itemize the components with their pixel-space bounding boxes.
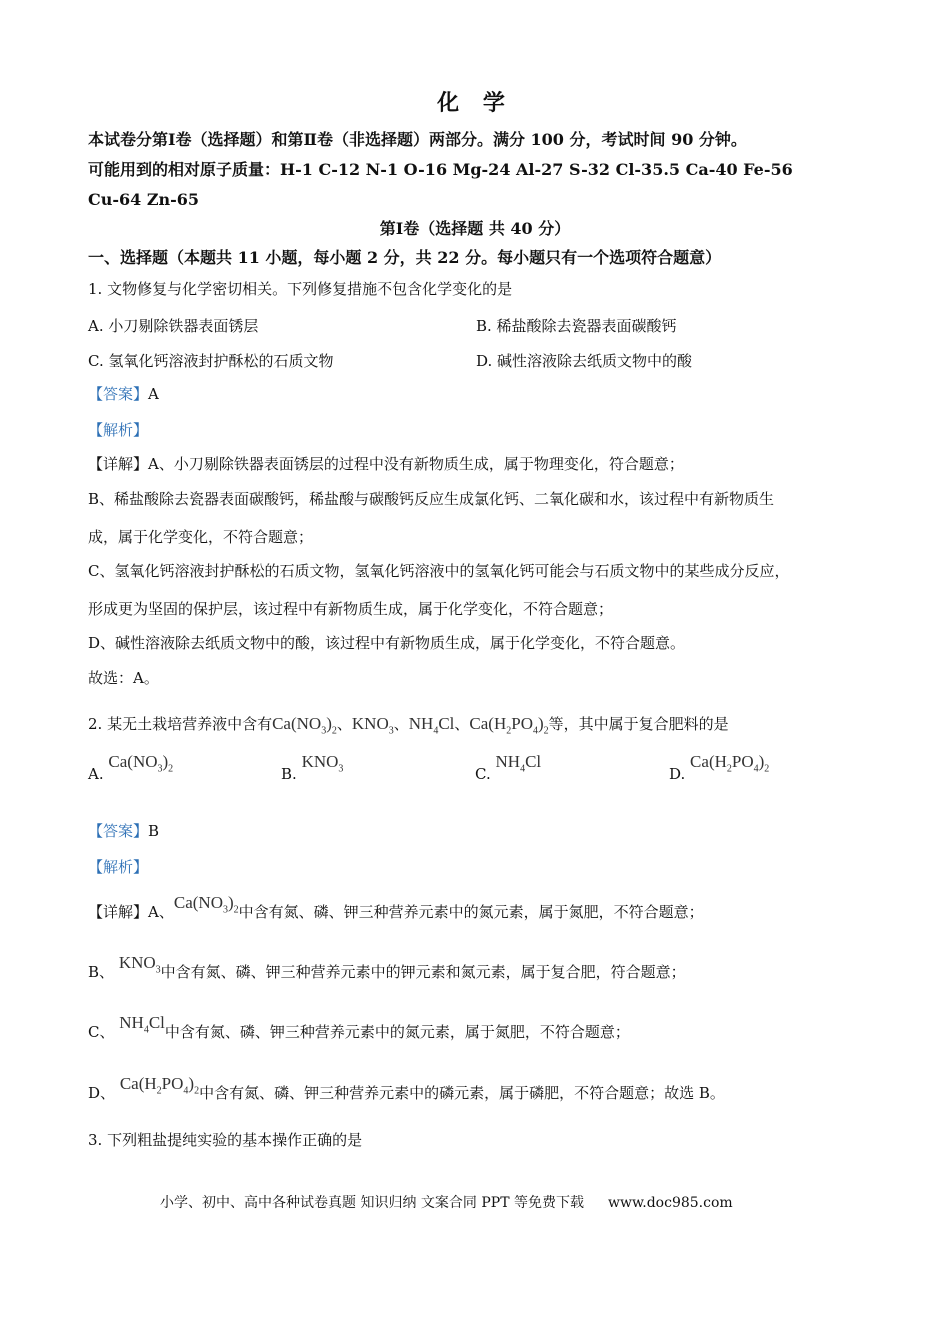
footer-text: 小学、初中、高中各种试卷真题 知识归纳 文案合同 PPT 等免费下载	[160, 1195, 584, 1211]
detail-tag: 【详解】	[88, 455, 149, 473]
detail-text: A、小刀剔除铁器表面锈层的过程中没有新物质生成，属于物理变化，符合题意；	[148, 455, 684, 473]
exam-intro-line: 本试卷分第Ⅰ卷（选择题）和第Ⅱ卷（非选择题）两部分。满分 100 分，考试时间 90 分钟。	[88, 130, 747, 149]
question-2-option-c: C. $NH_4Cl$	[475, 752, 542, 783]
analysis-tag: 【解析】	[88, 858, 149, 876]
question-1-stem: 1. 文物修复与化学密切相关。下列修复措施不包含化学变化的是	[88, 280, 513, 298]
answer-tag: 【答案】	[88, 822, 149, 840]
stem-text: 2. 某无土栽培营养液中含有	[88, 715, 273, 733]
question-1-option-d: D. 碱性溶液除去纸质文物中的酸	[476, 352, 693, 370]
formula-ca-h2po4-2: $Ca(H_2PO_4)_2$	[469, 714, 549, 737]
page-footer	[160, 1192, 733, 1212]
question-1-option-a: A. 小刀剔除铁器表面锈层	[88, 317, 259, 335]
question-1-detail-c-cont: 形成更为坚固的保护层，该过程中有新物质生成，属于化学变化，不符合题意；	[88, 600, 614, 618]
answer-value: B	[148, 822, 160, 840]
formula-kno3: $KNO_3$	[351, 714, 394, 737]
answer-tag: 【答案】	[88, 385, 149, 403]
footer-link[interactable]: www.doc985.com	[607, 1195, 733, 1211]
question-1-detail-b-cont: 成，属于化学变化，不符合题意；	[88, 528, 314, 546]
part-heading: 一、选择题（本题共 11 小题，每小题 2 分，共 22 分。每小题只有一个选项符合题意）	[88, 248, 722, 267]
question-2-answer	[88, 821, 159, 841]
question-1-option-b: B. 稀盐酸除去瓷器表面碳酸钙	[476, 317, 677, 335]
question-1-answer	[88, 384, 159, 404]
question-2-detail-a: 【详解】A、$Ca(NO_3)_2$中含有氮、磷、钾三种营养元素中的氮元素，属于氮肥，不符合题意；	[88, 893, 704, 921]
question-1-detail-b: B、稀盐酸除去瓷器表面碳酸钙，稀盐酸与碳酸钙反应生成氯化钙、二氧化碳和水，该过程中有新物质生	[88, 490, 775, 508]
formula-nh4cl: $NH_4Cl$	[408, 714, 455, 737]
question-2-detail-d: D、 $Ca(H_2PO_4)_2$中含有氮、磷、钾三种营养元素中的磷元素，属于磷肥，不符合题意；故选 B。	[88, 1074, 725, 1102]
question-1-detail-a	[88, 454, 684, 474]
atomic-mass-line-2: Cu-64 Zn-65	[88, 190, 200, 209]
question-1-conclusion: 故选：A。	[88, 669, 159, 687]
stem-text: 等，其中属于复合肥料的是	[548, 715, 729, 733]
atomic-mass-line: 可能用到的相对原子质量：H-1 C-12 N-1 O-16 Mg-24 Al-27 S-32 Cl-35.5 Ca-40 Fe-56	[88, 160, 793, 179]
separator: 、	[336, 715, 352, 733]
question-3-stem: 3. 下列粗盐提纯实验的基本操作正确的是	[88, 1131, 363, 1149]
question-2-option-d: D. $Ca(H_2PO_4)_2$	[669, 752, 770, 783]
question-1-detail-d: D、碱性溶液除去纸质文物中的酸，该过程中有新物质生成，属于化学变化，不符合题意。	[88, 634, 686, 652]
page-title: 化 学	[437, 90, 513, 116]
section-heading: 第Ⅰ卷（选择题 共 40 分）	[379, 219, 571, 238]
separator: 、	[393, 715, 409, 733]
formula-ca-no3-2: $Ca(NO_3)_2$	[272, 714, 337, 737]
answer-value: A	[148, 385, 159, 403]
question-1-detail-c: C、氢氧化钙溶液封护酥松的石质文物，氢氧化钙溶液中的氢氧化钙可能会与石质文物中的某些成分反应，	[88, 562, 790, 580]
separator: 、	[454, 715, 470, 733]
question-2-detail-c: C、 $NH_4Cl$中含有氮、磷、钾三种营养元素中的氮元素，属于氮肥，不符合题意；	[88, 1013, 630, 1041]
question-2-stem	[88, 708, 729, 740]
question-2-detail-b: B、 $KNO_3$中含有氮、磷、钾三种营养元素中的钾元素和氮元素，属于复合肥，符合题意；	[88, 953, 686, 981]
analysis-tag: 【解析】	[88, 421, 149, 439]
question-2-option-b: B. $KNO_3$	[281, 752, 344, 783]
question-1-option-c: C. 氢氧化钙溶液封护酥松的石质文物	[88, 352, 334, 370]
question-2-option-a: A. $Ca(NO_3)_2$	[88, 752, 174, 783]
